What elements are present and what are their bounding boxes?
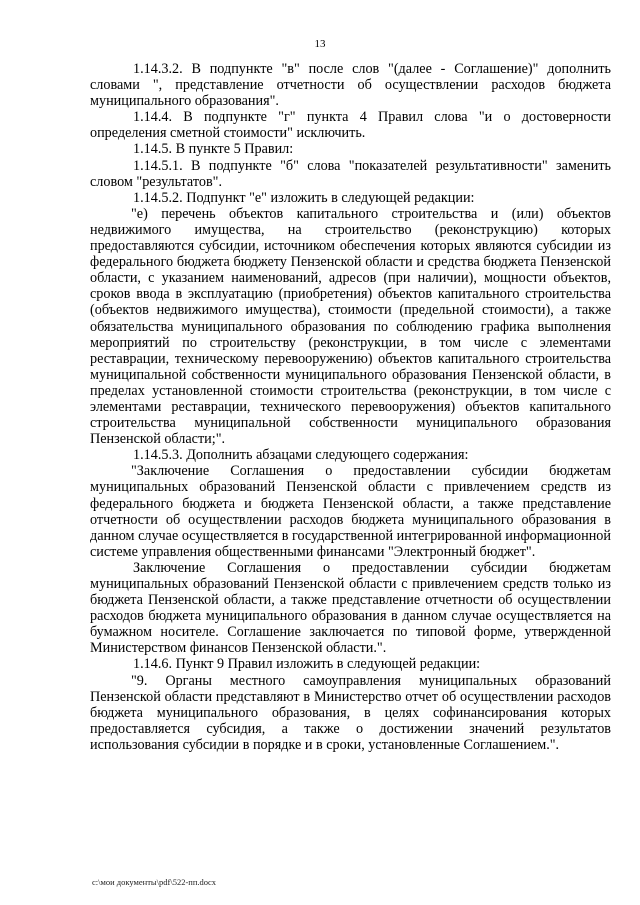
paragraph-1-14-5-2: 1.14.5.2. Подпункт "е" изложить в следующей редакции: — [133, 189, 475, 206]
paragraph-subitem-e: "е) перечень объектов капитального строительства и (или) объектов недвижимого имущества, на строительство (реконструкцию) которых предоставляются субсидии, источником обеспечения которых являются субсидии из федерального бюджета бюджету Пензенской области и средства бюджета Пензенской области, с указанием наименований, адресов (при наличии), мощности объектов, сроков ввода в эксплуатацию (приобретения) объектов капитального строительства (объектов недвижимого имущества), стоимости (предельной стоимости), а также обязательства муниципального образования по соблюдению графика выполнения мероприятий по строительству (реконструкции, в том числе с элементами реставрации, техническому перевооружению) объектов капитального строительства муниципальной собственности муниципального образования Пензенской области, в пределах установленной стоимости строительства (реконструкции, в том числе с элементами реставрации, технического перевооружения) объектов капитального строительства муниципальной собственности муниципального образования Пензенской области;". — [90, 205, 611, 448]
paragraph-item-9: "9. Органы местного самоуправления муниципальных образований Пензенской области представляют в Министерство отчет об осуществлении расходов бюджета муниципального образования, в целях софинансирования которых предоставляется субсидия, а также о достижении значений результатов использования субсидии в порядке и в сроки, установленные Соглашением.". — [90, 672, 611, 753]
document-body — [90, 61, 611, 753]
footer-file-path: c:\мои документы\pdf\522-пп.docx — [92, 877, 217, 887]
paragraph-1-14-5-1: 1.14.5.1. В подпункте "б" слова "показателей результативности" заменить словом "результатов". — [90, 157, 611, 190]
page-number: 13 — [314, 38, 326, 50]
paragraph-agreement-regional: Заключение Соглашения о предоставлении субсидии бюджетам муниципальных образований Пензенской области с привлечением средств только из бюджета Пензенской области, а также представление отчетности об осуществлении расходов бюджета муниципального образования в данном случае осуществляется на бумажном носителе. Соглашение заключается по типовой форме, утвержденной Министерством финансов Пензенской области.". — [90, 559, 611, 657]
paragraph-1-14-3-2: 1.14.3.2. В подпункте "в" после слов "(далее - Соглашение)" дополнить словами ", представление отчетности об осуществлении расходов бюджета муниципального образования". — [90, 61, 611, 110]
paragraph-1-14-5: 1.14.5. В пункте 5 Правил: — [133, 141, 294, 158]
paragraph-1-14-4: 1.14.4. В подпункте "г" пункта 4 Правил слова "и о достоверности определения сметной стоимости" исключить. — [90, 109, 611, 142]
paragraph-agreement-federal: "Заключение Соглашения о предоставлении субсидии бюджетам муниципальных образований Пензенской области с привлечением средств из федерального бюджета и бюджета Пензенской области, а также представление отчетности об осуществлении расходов бюджета муниципального образования в данном случае осуществляется в государственной интегрированной информационной системе управления общественными финансами "Электронный бюджет". — [90, 463, 611, 560]
paragraph-1-14-6: 1.14.6. Пункт 9 Правил изложить в следующей редакции: — [133, 656, 481, 673]
paragraph-1-14-5-3: 1.14.5.3. Дополнить абзацами следующего содержания: — [133, 447, 469, 464]
